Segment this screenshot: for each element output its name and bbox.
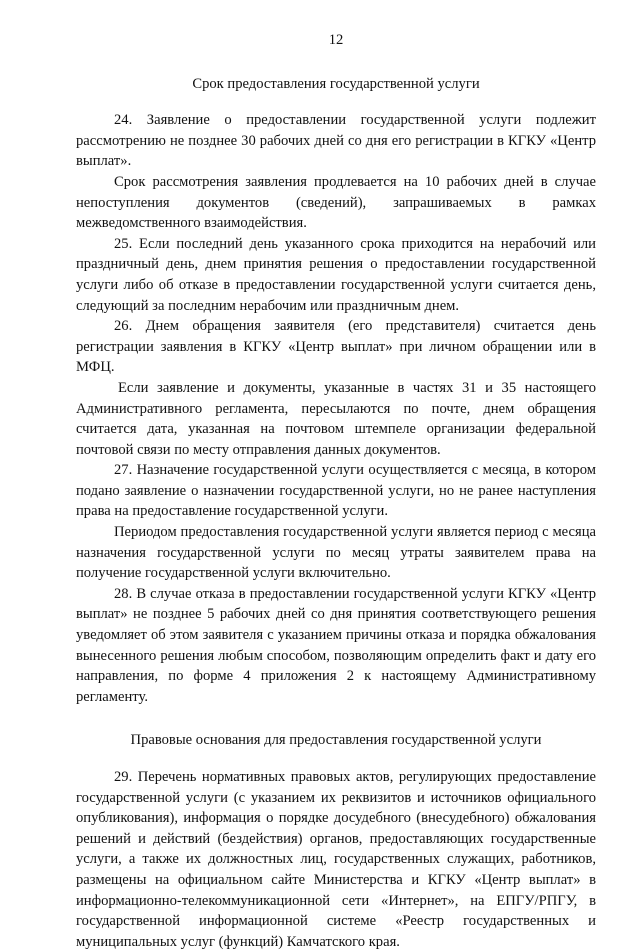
paragraph-29: 29. Перечень нормативных правовых актов, регулирующих предоставление государственной услуги (с указанием их реквизитов и источников официального опубликования), информация о порядке досудебного (внесудебного) обжалования решений и действий (бездействия) органов, предоставляющих государственные услуги, а также их должностных лиц, государственных служащих, работников, размещены на официальном сайте Министерства и КГКУ «Центр выплат» в информационно-телекоммуникационной сети «Интернет», на ЕПГУ/РПГУ, в государственной информационной системе «Реестр государственных и муниципальных услуг (функций) Камчатского края. — [76, 769, 596, 950]
page-number: 12 — [328, 32, 344, 48]
section-heading-legal-basis: Правовые основания для предоставления государственной услуги — [130, 732, 542, 749]
paragraph-26-mail: Если заявление и документы, указанные в частях 31 и 35 настоящего Административного регламента, пересылаются по почте, днем обращения считается дата, указанная на почтовом штемпеле организации федеральной почтовой связи по месту отправления данных документов. — [76, 379, 596, 458]
paragraph-27-period: Периодом предоставления государственной услуги является период с месяца назначения государственной услуги по месяц утраты заявителем права на получение государственной услуги включительно. — [76, 524, 596, 582]
paragraph-28: 28. В случае отказа в предоставлении государственной услуги КГКУ «Центр выплат» не позднее 5 рабочих дней со дня принятия соответствующего решения уведомляет об этом заявителя с указанием причины отказа и порядка обжалования вынесенного решения любым способом, позволяющим определить факт и дату его направления, по форме 4 приложения 2 к настоящему Административному регламенту. — [76, 585, 596, 705]
section-heading-service-term: Срок предоставления государственной услуги — [192, 75, 480, 92]
paragraph-24: 24. Заявление о предоставлении государственной услуги подлежит рассмотрению не позднее 30 рабочих дней со дня его регистрации в КГКУ «Центр выплат». — [76, 112, 596, 170]
paragraph-26: 26. Днем обращения заявителя (его представителя) считается день регистрации заявления в КГКУ «Центр выплат» при личном обращении или в МФЦ. — [76, 318, 596, 376]
paragraph-27: 27. Назначение государственной услуги осуществляется с месяца, в котором подано заявление о назначении государственной услуги, но не ранее наступления права на предоставление государственной услуги. — [76, 462, 596, 520]
paragraph-24-extension: Срок рассмотрения заявления продлевается на 10 рабочих дней в случае непоступления документов (сведений), запрашиваемых в рамках межведомственного взаимодействия. — [76, 173, 596, 232]
paragraph-25: 25. Если последний день указанного срока приходится на нерабочий или праздничный день, днем принятия решения о предоставлении государственной услуги либо об отказе в предоставлении государственной услуги считается день, следующий за последним нерабочим или праздничным днем. — [76, 235, 596, 314]
